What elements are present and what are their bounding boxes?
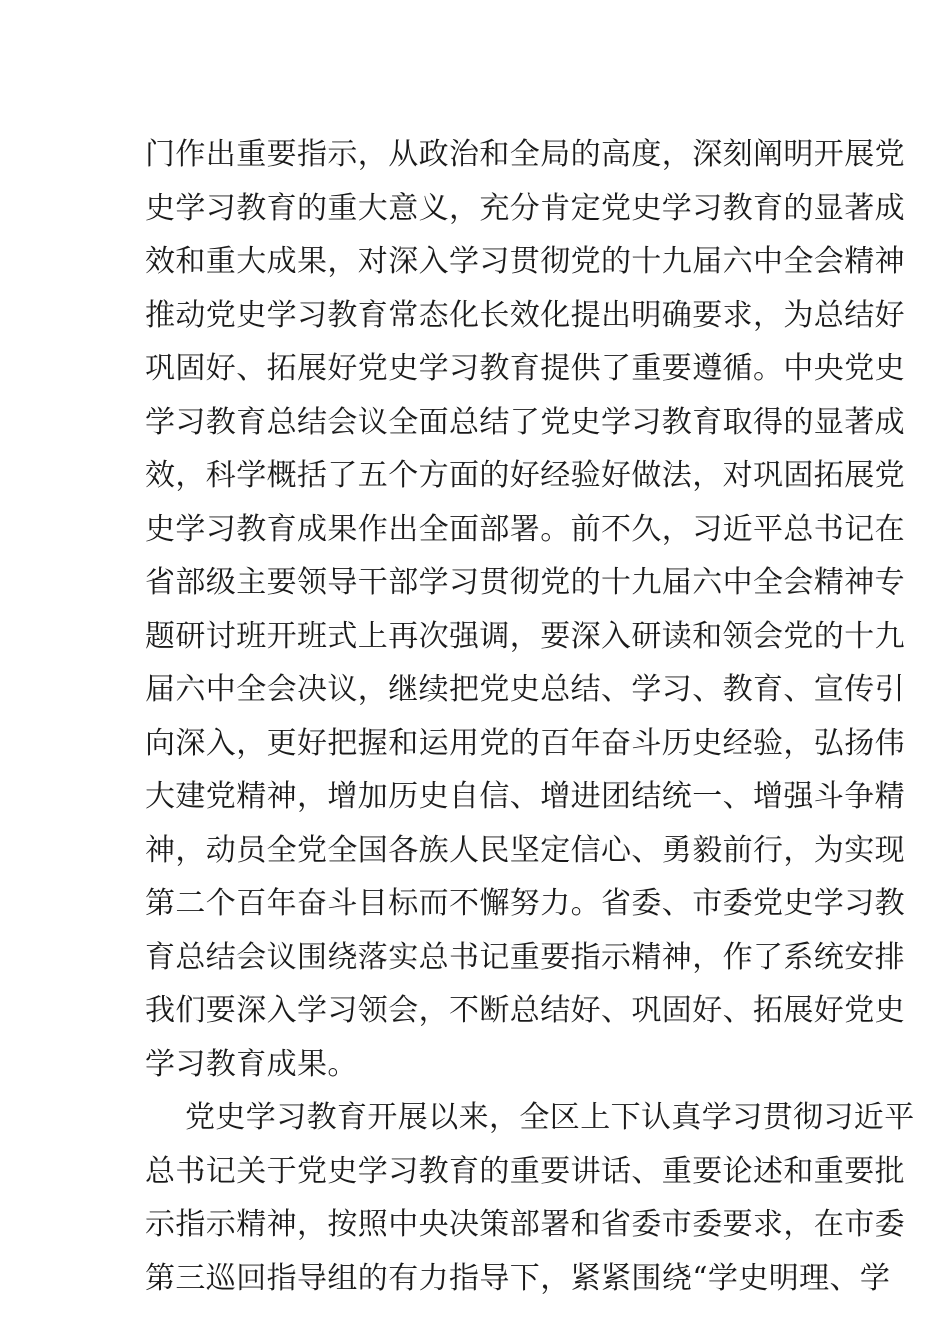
text-line: 育总结会议围绕落实总书记重要指示精神，作了系统安排 [145,939,905,975]
text-line: 学习教育总结会议全面总结了党史学习教育取得的显著成 [145,404,905,440]
text-line: 推动党史学习教育常态化长效化提出明确要求，为总结好 [145,297,905,333]
text-line: 党史学习教育开展以来，全区上下认真学习贯彻习近平 [185,1100,915,1135]
text-line: 第二个百年奋斗目标而不懈努力。省委、市委党史学习教 [145,886,905,921]
text-line: 题研讨班开班式上再次强调，要深入研读和领会党的十九 [145,618,905,654]
body-text [145,128,915,1305]
text-line: 学习教育成果。 [145,1046,358,1082]
text-line: 门作出重要指示，从政治和全局的高度，深刻阐明开展党 [145,137,905,172]
text-line: 效和重大成果，对深入学习贯彻党的十九届六中全会精神 [145,244,905,279]
text-line: 示指示精神，按照中央决策部署和省委市委要求，在市委 [145,1207,905,1242]
text-line: 届六中全会决议，继续把党史总结、学习、教育、宣传引 [145,672,905,707]
text-line: 省部级主要领导干部学习贯彻党的十九届六中全会精神专 [145,565,905,600]
text-line: 第三巡回指导组的有力指导下，紧紧围绕“学史明理、学 [145,1260,891,1296]
text-line: 史学习教育成果作出全面部署。前不久，习近平总书记在 [145,511,905,547]
text-line: 我们要深入学习领会，不断总结好、巩固好、拓展好党史 [145,993,905,1028]
text-line: 大建党精神，增加历史自信、增进团结统一、增强斗争精 [145,779,905,814]
text-line: 向深入，更好把握和运用党的百年奋斗历史经验，弘扬伟 [145,725,905,761]
text-line: 史学习教育的重大意义，充分肯定党史学习教育的显著成 [145,190,905,226]
text-line: 神，动员全党全国各族人民坚定信心、勇毅前行，为实现 [145,832,905,868]
text-line: 效，科学概括了五个方面的好经验好做法，对巩固拓展党 [145,458,905,493]
text-line: 巩固好、拓展好党史学习教育提供了重要遵循。中央党史 [145,351,905,386]
text-line: 总书记关于党史学习教育的重要讲话、重要论述和重要批 [145,1153,905,1189]
paragraph-2 [145,1091,915,1305]
paragraph-1 [145,128,905,1091]
